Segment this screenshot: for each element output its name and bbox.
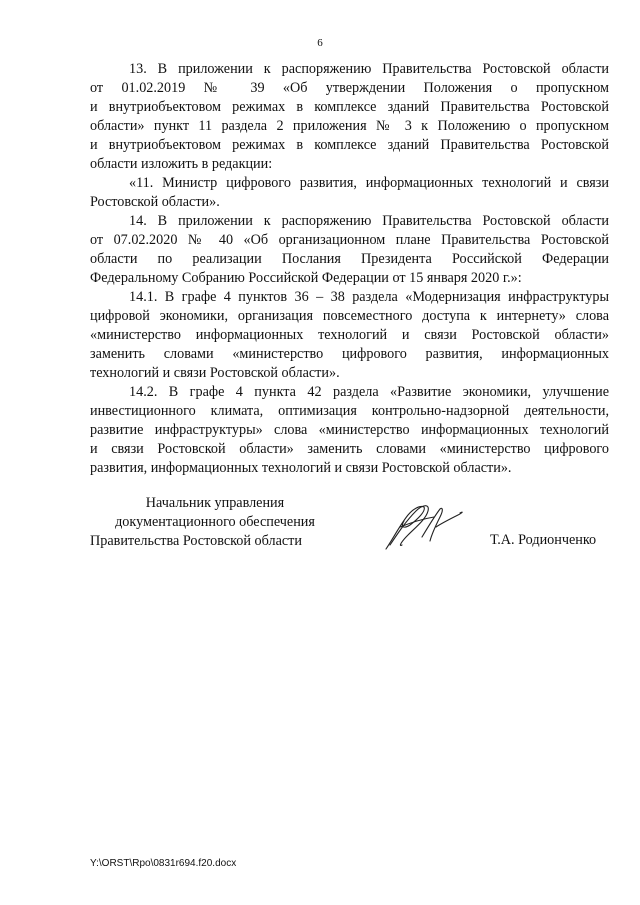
- document-body: [90, 60, 609, 478]
- signer-title-line: документационного обеспечения: [115, 514, 315, 530]
- paragraph-14-1: [90, 288, 609, 383]
- paragraph-13: [90, 60, 609, 174]
- text-line: от 01.02.2019 № 39 «Об утверждении Положения о пропускном: [90, 80, 609, 96]
- paragraph-13-quote: [90, 174, 609, 212]
- text-line: «11. Министр цифрового развития, информационных технологий и связи: [129, 175, 609, 191]
- signature-icon: [380, 497, 470, 557]
- text-line: Ростовской области».: [90, 194, 220, 210]
- handwritten-signature: [380, 497, 470, 562]
- text-line: и связи Ростовской области» заменить словами «министерство цифрового: [90, 441, 609, 457]
- text-line: области» пункт 11 раздела 2 приложения № 3 к Положению о пропускном: [90, 118, 609, 134]
- paragraph-14: [90, 212, 609, 288]
- file-path-footer: Y:\ORST\Rpo\0831r694.f20.docx: [90, 858, 237, 869]
- text-line: инвестиционного климата, оптимизация контрольно-надзорной деятельности,: [90, 403, 609, 419]
- paragraph-14-2: [90, 383, 609, 478]
- signer-title: [90, 494, 340, 551]
- text-line: 14. В приложении к распоряжению Правительства Ростовской области: [129, 213, 609, 229]
- text-line: развитие инфраструктуры» слова «министерство информационных технологий: [90, 422, 609, 438]
- text-line: 14.1. В графе 4 пунктов 36 – 38 раздела «Модернизация инфраструктуры: [129, 289, 609, 305]
- text-line: «министерство информационных технологий и связи Ростовской области»: [90, 327, 609, 343]
- text-line: 14.2. В графе 4 пункта 42 раздела «Развитие экономики, улучшение: [129, 384, 609, 400]
- text-line: развития, информационных технологий и связи Ростовской области».: [90, 460, 512, 476]
- signer-title-line: Начальник управления: [145, 495, 285, 511]
- text-line: Федеральному Собранию Российской Федерации от 15 января 2020 г.»:: [90, 270, 522, 286]
- text-line: и внутриобъектовом режимах в комплексе зданий Правительства Ростовской: [90, 99, 609, 115]
- text-line: области по реализации Послания Президента Российской Федерации: [90, 251, 609, 267]
- text-line: технологий и связи Ростовской области».: [90, 365, 340, 381]
- page-number: 6: [317, 37, 323, 49]
- text-line: заменить словами «министерство цифрового развития, информационных: [90, 346, 609, 362]
- text-line: от 07.02.2020 № 40 «Об организационном плане Правительства Ростовской: [90, 232, 609, 248]
- text-line: области изложить в редакции:: [90, 156, 273, 172]
- text-line: цифровой экономики, организация повсеместного доступа к интернету» слова: [90, 308, 609, 324]
- signer-title-line: Правительства Ростовской области: [90, 533, 302, 549]
- signer-name: Т.А. Родионченко: [490, 532, 597, 548]
- text-line: 13. В приложении к распоряжению Правительства Ростовской области: [129, 61, 609, 77]
- text-line: и внутриобъектовом режимах в комплексе зданий Правительства Ростовской: [90, 137, 609, 153]
